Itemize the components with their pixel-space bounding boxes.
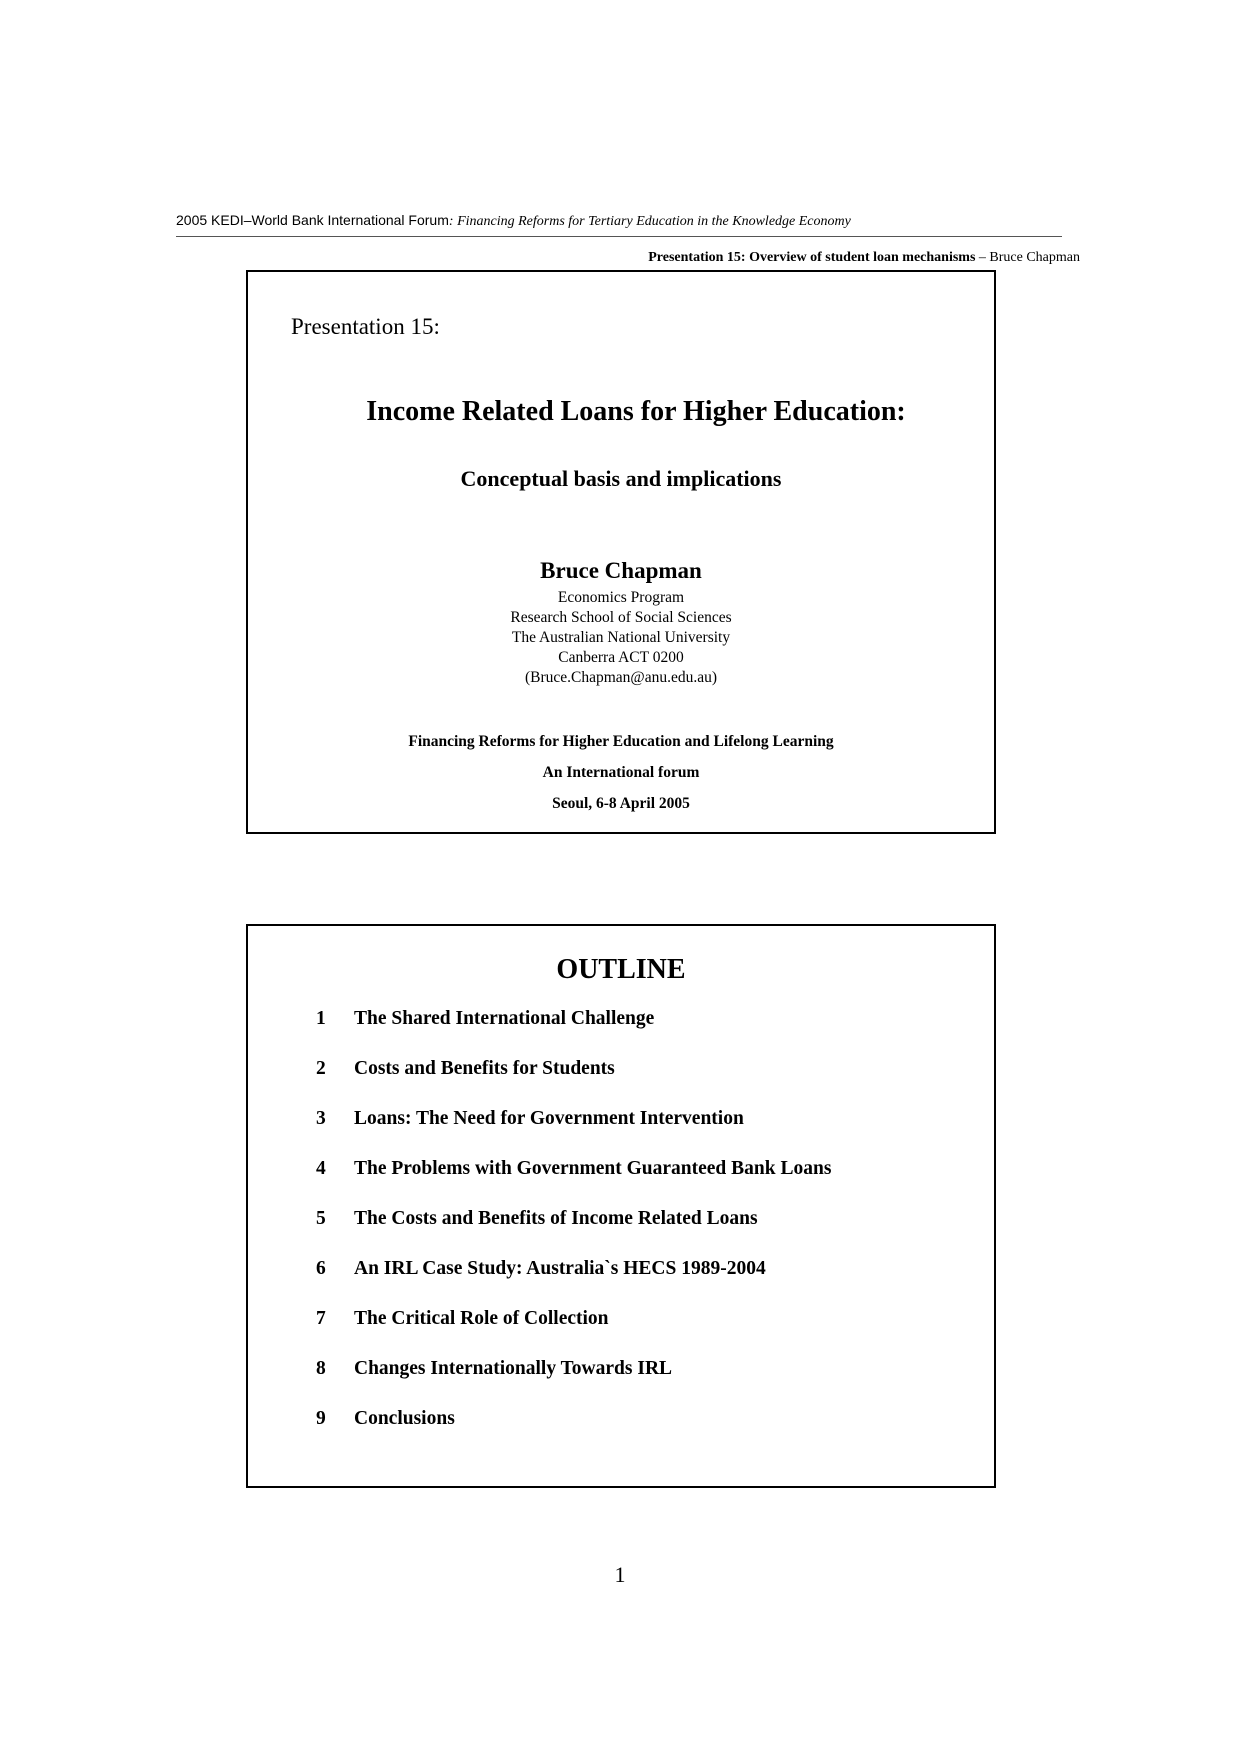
presentation-title: Presentation 15: Overview of student loan mechanisms bbox=[648, 250, 976, 265]
slide-title: Income Related Loans for Higher Education: bbox=[366, 396, 906, 427]
forum-info bbox=[248, 726, 994, 819]
forum-date: Seoul, 6-8 April 2005 bbox=[552, 795, 690, 812]
list-item bbox=[316, 1054, 831, 1104]
item-text: Costs and Benefits for Students bbox=[354, 1058, 615, 1079]
item-text: The Problems with Government Guaranteed Bank Loans bbox=[354, 1158, 832, 1179]
outline-title: OUTLINE bbox=[556, 954, 686, 985]
affiliation-line: Canberra ACT 0200 bbox=[558, 649, 684, 666]
list-item bbox=[316, 1354, 831, 1404]
affiliation-line: The Australian National University bbox=[511, 629, 731, 646]
outline-slide bbox=[246, 924, 996, 1488]
forum-separator: : bbox=[448, 214, 458, 229]
item-number: 5 bbox=[316, 1208, 326, 1229]
header-divider bbox=[176, 236, 1062, 237]
item-text: The Critical Role of Collection bbox=[354, 1308, 609, 1329]
affiliation-line: Research School of Social Sciences bbox=[510, 609, 732, 626]
item-number: 2 bbox=[316, 1058, 326, 1079]
author-email: (Bruce.Chapman@anu.edu.au) bbox=[524, 669, 718, 686]
presentation-author: – Bruce Chapman bbox=[975, 250, 1080, 265]
item-number: 9 bbox=[316, 1408, 326, 1429]
item-number: 6 bbox=[316, 1258, 326, 1279]
item-text: The Costs and Benefits of Income Related Loans bbox=[354, 1208, 758, 1229]
item-text: Conclusions bbox=[354, 1408, 455, 1429]
running-header-presentation bbox=[648, 250, 1080, 266]
list-item bbox=[316, 1404, 831, 1454]
list-item bbox=[316, 1254, 831, 1304]
slide-label: Presentation 15: bbox=[291, 314, 440, 339]
slide-subtitle: Conceptual basis and implications bbox=[460, 466, 782, 491]
list-item bbox=[316, 1004, 831, 1054]
running-header-forum bbox=[176, 212, 851, 230]
list-item bbox=[316, 1204, 831, 1254]
affiliation-line: Economics Program bbox=[557, 589, 685, 606]
item-text: An IRL Case Study: Australia`s HECS 1989-2004 bbox=[354, 1258, 766, 1279]
item-text: Loans: The Need for Government Intervention bbox=[354, 1108, 744, 1129]
item-text: The Shared International Challenge bbox=[354, 1008, 655, 1029]
item-number: 3 bbox=[316, 1108, 326, 1129]
forum-subtitle: Financing Reforms for Tertiary Education in the Knowledge Economy bbox=[457, 214, 851, 229]
author-affiliation bbox=[248, 588, 994, 688]
list-item bbox=[316, 1154, 831, 1204]
item-number: 7 bbox=[316, 1308, 326, 1329]
forum-title: Financing Reforms for Higher Education and Lifelong Learning bbox=[408, 733, 834, 750]
item-number: 1 bbox=[316, 1008, 326, 1029]
item-text: Changes Internationally Towards IRL bbox=[354, 1358, 673, 1379]
forum-org: 2005 KEDI–World Bank International Forum bbox=[176, 212, 449, 228]
page-number: 1 bbox=[614, 1562, 626, 1587]
list-item bbox=[316, 1104, 831, 1154]
outline-list bbox=[316, 1004, 831, 1454]
item-number: 8 bbox=[316, 1358, 326, 1379]
forum-type: An International forum bbox=[542, 764, 700, 781]
author-name: Bruce Chapman bbox=[540, 558, 702, 583]
list-item bbox=[316, 1304, 831, 1354]
item-number: 4 bbox=[316, 1158, 326, 1179]
title-slide bbox=[246, 270, 996, 834]
